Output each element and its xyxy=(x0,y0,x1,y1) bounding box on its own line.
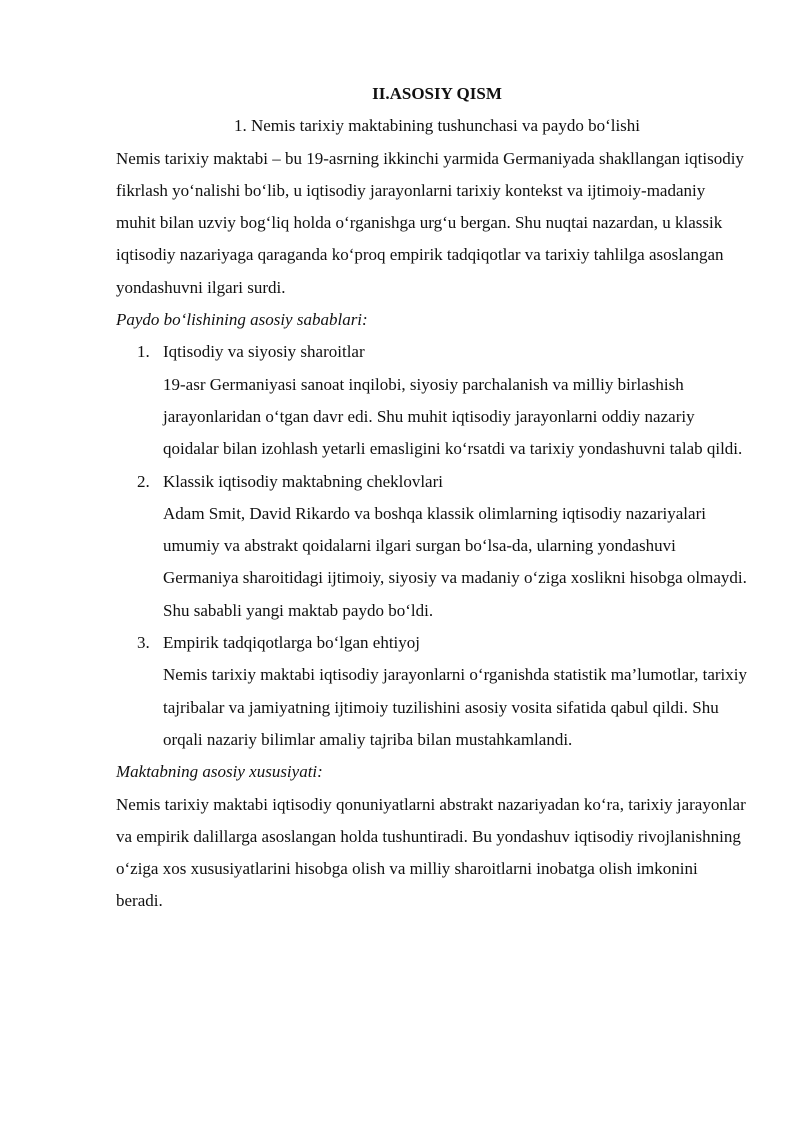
causes-list xyxy=(116,336,748,756)
list-item-body: Nemis tarixiy maktabi iqtisodiy jarayonlarni o‘rganishda statistik ma’lumotlar, tarixiy tajribalar va jamiyatning ijtimoiy tuzilishini asosiy vosita sifatida qabul qildi. Shu orqali nazariy bilimlar amaliy tajriba bilan mustahkamlandi. xyxy=(163,665,747,749)
causes-label: Paydo bo‘lishining asosiy sabablari: xyxy=(116,310,368,330)
list-item xyxy=(116,627,748,756)
document-page xyxy=(116,78,748,918)
list-item xyxy=(116,336,748,465)
section-title: II.ASOSIY QISM xyxy=(372,84,502,103)
feature-paragraph: Nemis tarixiy maktabi iqtisodiy qonuniyatlarni abstrakt nazariyadan ko‘ra, tarixiy jarayonlar va empirik dalillarga asoslangan holda tushuntiradi. Bu yondashuv iqtisodiy rivojlanishning o‘ziga xos xususiyatlarini hisobga olish va milliy sharoitlarni inobatga olish imkonini beradi. xyxy=(116,794,746,911)
list-item xyxy=(116,466,748,627)
list-item-title: Empirik tadqiqotlarga bo‘lgan ehtiyoj xyxy=(163,633,420,653)
list-item-number: 3. xyxy=(137,633,150,653)
list-item-title: Klassik iqtisodiy maktabning cheklovlari xyxy=(163,471,443,491)
intro-paragraph: Nemis tarixiy maktabi – bu 19-asrning ikkinchi yarmida Germaniyada shakllangan iqtisodiy fikrlash yo‘nalishi bo‘lib, u iqtisodiy jarayonlarni tarixiy kontekst va ijtimoiy-madaniy muhit bilan uzviy bog‘liq holda o‘rganishga urg‘u bergan. Shu nuqtai nazardan, u klassik iqtisodiy nazariyaga qaraganda ko‘proq empirik tadqiqotlar va tarixiy tahlilga asoslangan yondashuvni ilgari surdi. xyxy=(116,148,744,297)
feature-label: Maktabning asosiy xususiyati: xyxy=(116,762,323,782)
list-item-body: 19-asr Germaniyasi sanoat inqilobi, siyosiy parchalanish va milliy birlashish jarayonlaridan o‘tgan davr edi. Shu muhit iqtisodiy jarayonlarni oddiy nazariy qoidalar bilan izohlash yetarli emasligini ko‘rsatdi va tarixiy yondashuvni talab qildi. xyxy=(163,374,743,459)
list-item-number: 1. xyxy=(137,342,150,362)
list-item-body: Adam Smit, David Rikardo va boshqa klassik olimlarning iqtisodiy nazariyalari umumiy va abstrakt qoidalarni ilgari surgan bo‘lsa-da, ularning yondashuvi Germaniya sharoitidagi ijtimoiy, siyosiy va madaniy o‘ziga xoslikni hisobga olmaydi. Shu sababli yangi maktab paydo bo‘ldi. xyxy=(163,503,747,620)
list-item-title: Iqtisodiy va siyosiy sharoitlar xyxy=(163,342,365,362)
subsection-title: 1. Nemis tarixiy maktabining tushunchasi va paydo bo‘lishi xyxy=(233,116,641,136)
list-item-number: 2. xyxy=(137,471,150,491)
